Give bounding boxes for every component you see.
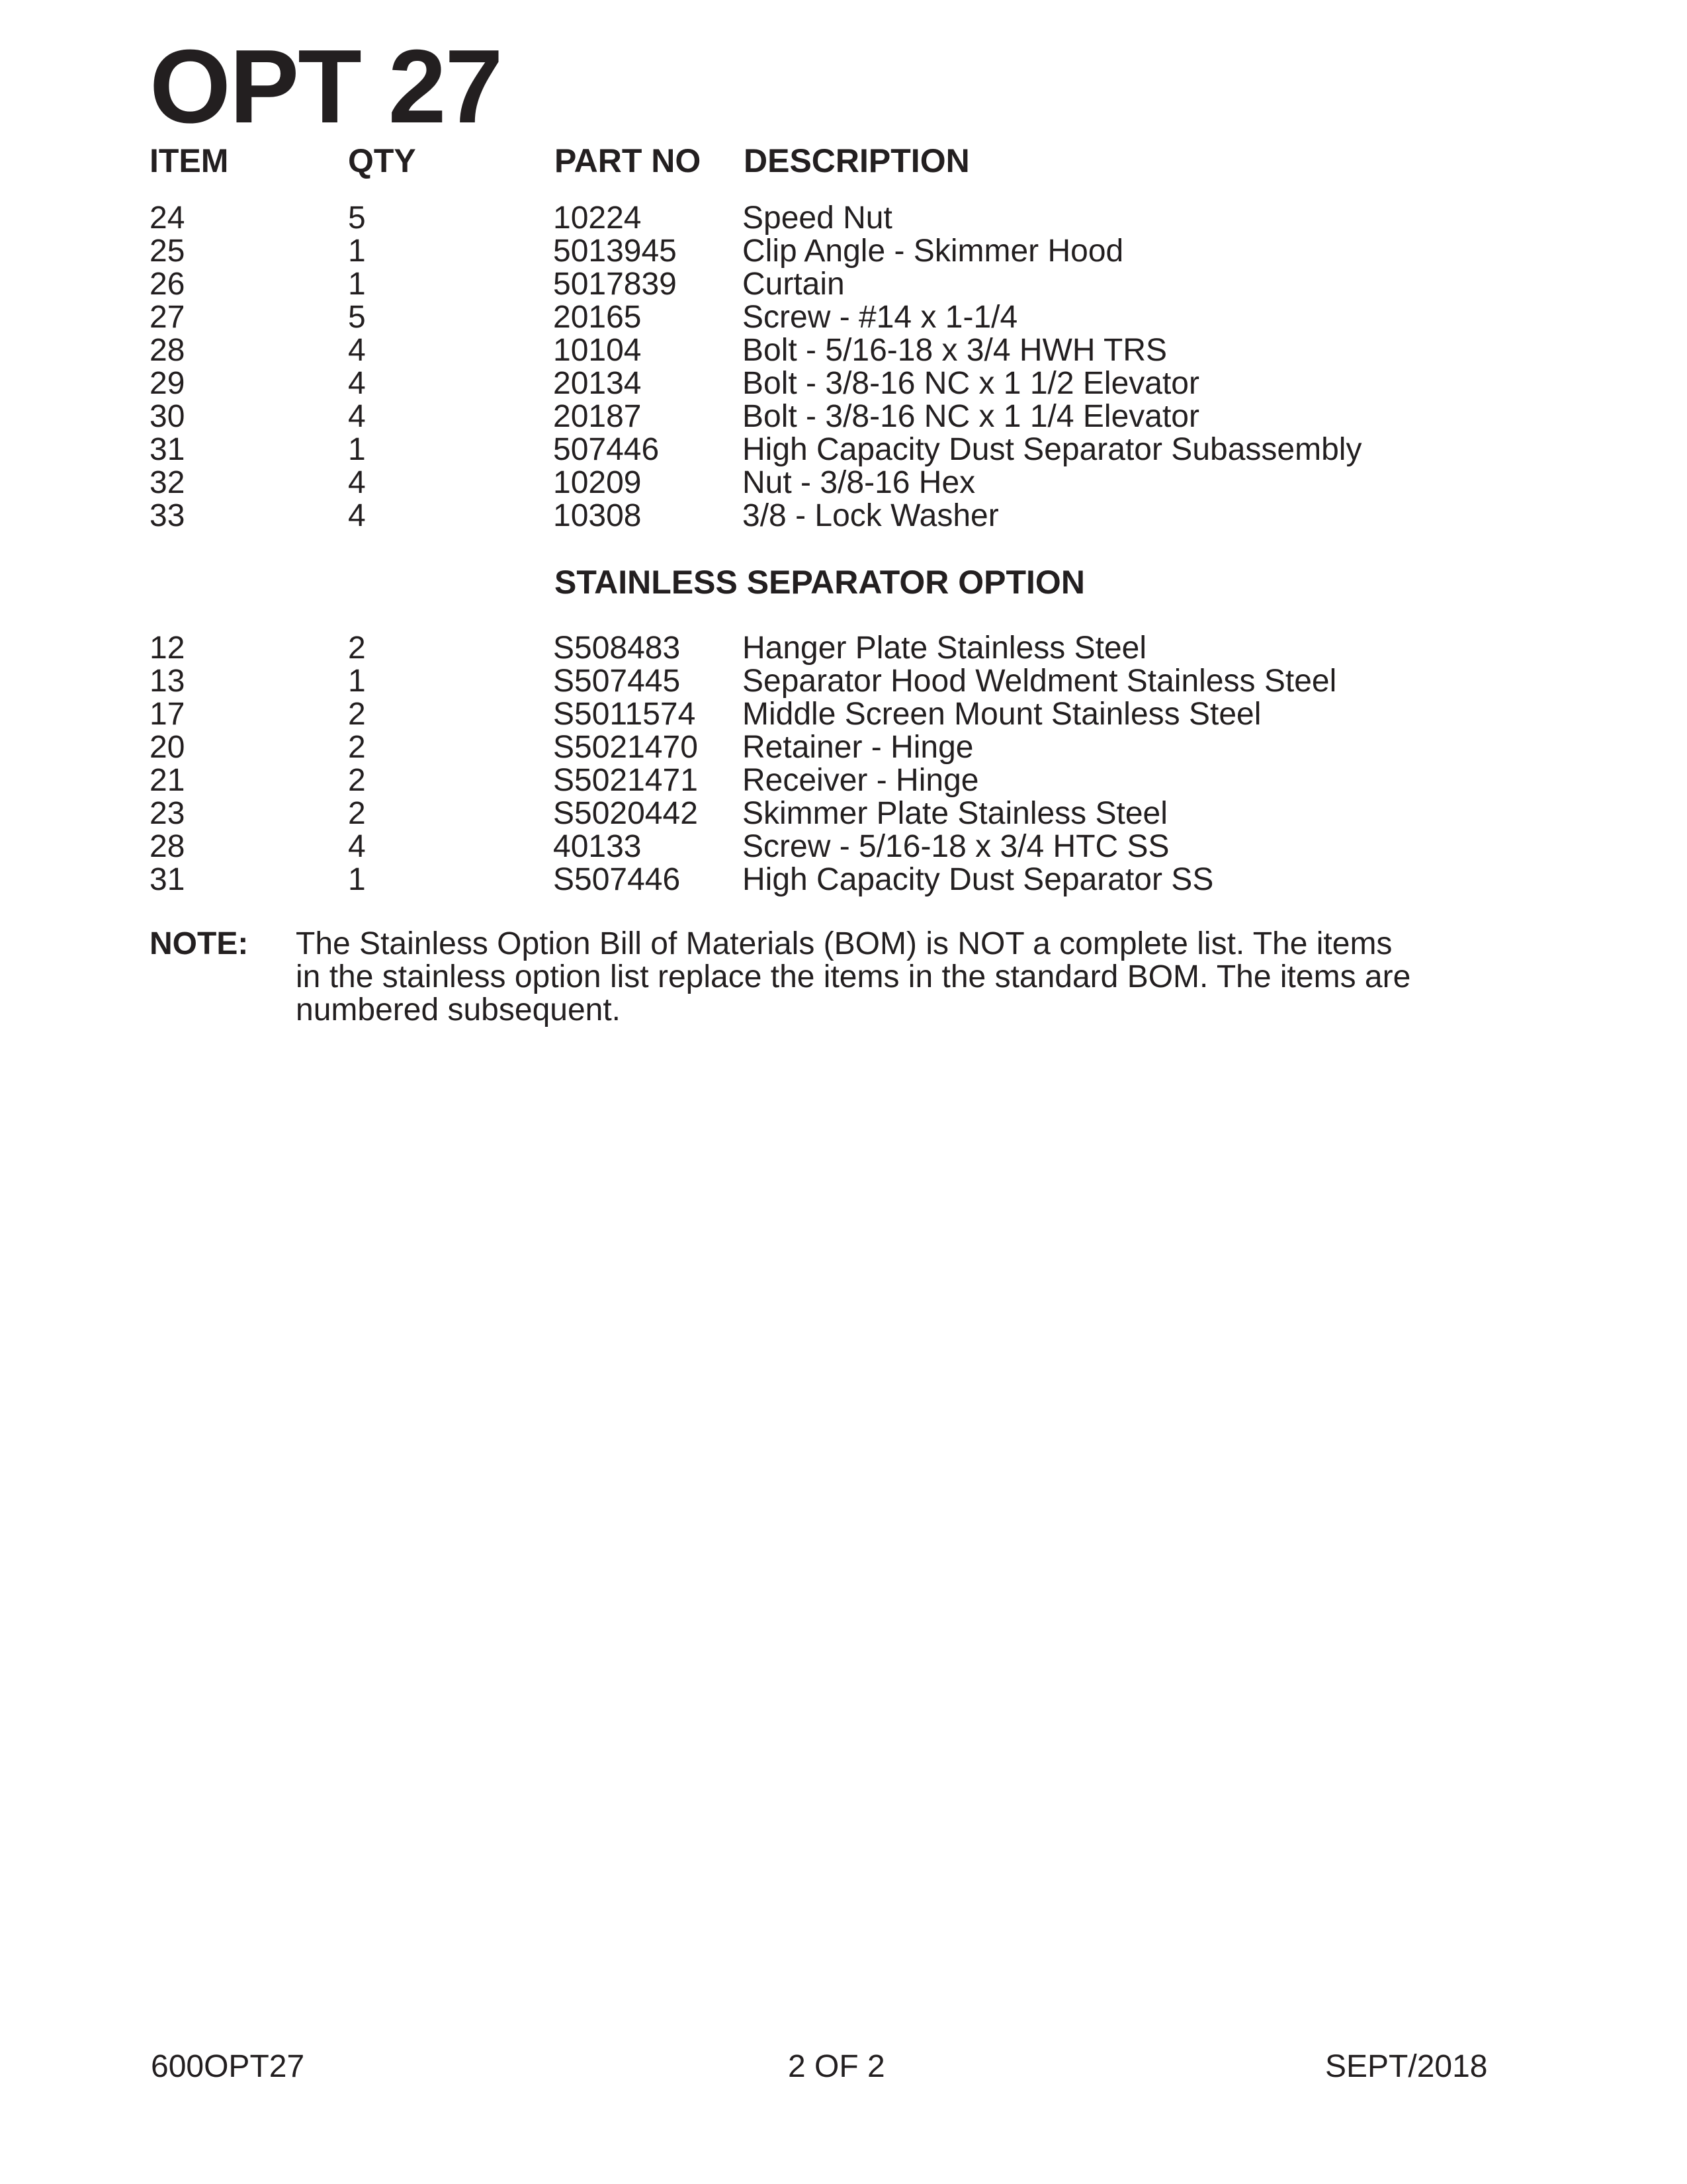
footer-page-number: 2 OF 2 — [788, 2049, 885, 2084]
part-description: Bolt - 3/8-16 NC x 1 1/4 Elevator — [742, 399, 1199, 434]
part-description: Curtain — [742, 267, 845, 302]
part-description: Screw - 5/16-18 x 3/4 HTC SS — [742, 829, 1170, 864]
part-number: S5021471 — [553, 763, 698, 798]
quantity: 2 — [348, 796, 366, 831]
note-line: The Stainless Option Bill of Materials (BOM) is NOT a complete list. The items — [296, 926, 1393, 961]
part-number: 5013945 — [553, 234, 677, 269]
footer-date: SEPT/2018 — [1325, 2049, 1488, 2084]
part-description: Screw - #14 x 1-1/4 — [742, 300, 1018, 335]
note-label: NOTE: — [150, 926, 249, 961]
part-number: 5017839 — [553, 267, 677, 302]
item-number: 26 — [150, 267, 185, 302]
quantity: 5 — [348, 200, 366, 236]
part-description: Hanger Plate Stainless Steel — [742, 631, 1147, 666]
column-header-description: DESCRIPTION — [744, 142, 970, 179]
item-number: 17 — [150, 697, 185, 732]
quantity: 4 — [348, 829, 366, 864]
quantity: 4 — [348, 333, 366, 368]
quantity: 1 — [348, 234, 366, 269]
quantity: 1 — [348, 862, 366, 897]
quantity: 2 — [348, 730, 366, 765]
parts-row — [0, 665, 1687, 698]
part-number: S5011574 — [553, 697, 696, 732]
footer-doc-number: 600OPT27 — [151, 2049, 305, 2084]
part-description: Receiver - Hinge — [742, 763, 979, 798]
part-number: 40133 — [553, 829, 642, 864]
stainless-section-title: STAINLESS SEPARATOR OPTION — [554, 564, 1085, 601]
item-number: 13 — [150, 664, 185, 699]
item-number: 30 — [150, 399, 185, 434]
item-number: 12 — [150, 631, 185, 666]
part-description: Skimmer Plate Stainless Steel — [742, 796, 1168, 831]
quantity: 4 — [348, 399, 366, 434]
quantity: 2 — [348, 697, 366, 732]
column-header-qty: QTY — [348, 142, 416, 179]
page-title: OPT 27 — [150, 28, 502, 145]
part-description: Bolt - 5/16-18 x 3/4 HWH TRS — [742, 333, 1167, 368]
part-number: 10224 — [553, 200, 642, 236]
part-number: 507446 — [553, 432, 660, 467]
parts-row — [0, 433, 1687, 466]
part-number: 10104 — [553, 333, 642, 368]
parts-row — [0, 632, 1687, 665]
parts-row — [0, 500, 1687, 533]
parts-row — [0, 367, 1687, 400]
item-number: 23 — [150, 796, 185, 831]
parts-row — [0, 202, 1687, 235]
part-number: 20134 — [553, 366, 642, 401]
item-number: 21 — [150, 763, 185, 798]
parts-row — [0, 731, 1687, 764]
part-number: S5020442 — [553, 796, 698, 831]
parts-row — [0, 797, 1687, 830]
item-number: 31 — [150, 862, 185, 897]
item-number: 29 — [150, 366, 185, 401]
part-description: Speed Nut — [742, 200, 892, 236]
quantity: 5 — [348, 300, 366, 335]
part-description: Nut - 3/8-16 Hex — [742, 465, 976, 500]
parts-row — [0, 466, 1687, 500]
quantity: 1 — [348, 664, 366, 699]
part-number: S507446 — [553, 862, 681, 897]
part-number: 20165 — [553, 300, 642, 335]
part-number: 10209 — [553, 465, 642, 500]
part-description: High Capacity Dust Separator Subassembly — [742, 432, 1362, 467]
parts-row — [0, 863, 1687, 896]
quantity: 4 — [348, 366, 366, 401]
quantity: 2 — [348, 763, 366, 798]
item-number: 20 — [150, 730, 185, 765]
stainless-parts-list — [0, 632, 1687, 896]
part-number: 10308 — [553, 498, 642, 533]
quantity: 2 — [348, 631, 366, 666]
item-number: 25 — [150, 234, 185, 269]
column-header-part-no: PART NO — [554, 142, 701, 179]
note-text — [296, 928, 1410, 1027]
quantity: 4 — [348, 498, 366, 533]
part-description: Separator Hood Weldment Stainless Steel — [742, 664, 1337, 699]
parts-row — [0, 235, 1687, 268]
part-number: 20187 — [553, 399, 642, 434]
item-number: 24 — [150, 200, 185, 236]
part-description: Bolt - 3/8-16 NC x 1 1/2 Elevator — [742, 366, 1199, 401]
parts-row — [0, 400, 1687, 433]
quantity: 4 — [348, 465, 366, 500]
item-number: 33 — [150, 498, 185, 533]
part-description: Clip Angle - Skimmer Hood — [742, 234, 1124, 269]
parts-row — [0, 334, 1687, 367]
part-number: S507445 — [553, 664, 681, 699]
item-number: 28 — [150, 333, 185, 368]
quantity: 1 — [348, 267, 366, 302]
column-header-item: ITEM — [150, 142, 229, 179]
item-number: 28 — [150, 829, 185, 864]
item-number: 31 — [150, 432, 185, 467]
parts-row — [0, 301, 1687, 334]
part-description: Retainer - Hinge — [742, 730, 974, 765]
parts-row — [0, 830, 1687, 863]
item-number: 32 — [150, 465, 185, 500]
part-description: Middle Screen Mount Stainless Steel — [742, 697, 1262, 732]
part-number: S5021470 — [553, 730, 698, 765]
note-line: numbered subsequent. — [296, 992, 621, 1027]
part-description: High Capacity Dust Separator SS — [742, 862, 1214, 897]
parts-row — [0, 764, 1687, 797]
standard-parts-list — [0, 202, 1687, 533]
part-number: S508483 — [553, 631, 681, 666]
parts-row — [0, 698, 1687, 731]
part-description: 3/8 - Lock Washer — [742, 498, 999, 533]
parts-row — [0, 268, 1687, 301]
item-number: 27 — [150, 300, 185, 335]
note-line: in the stainless option list replace the items in the standard BOM. The items are — [296, 959, 1411, 994]
quantity: 1 — [348, 432, 366, 467]
